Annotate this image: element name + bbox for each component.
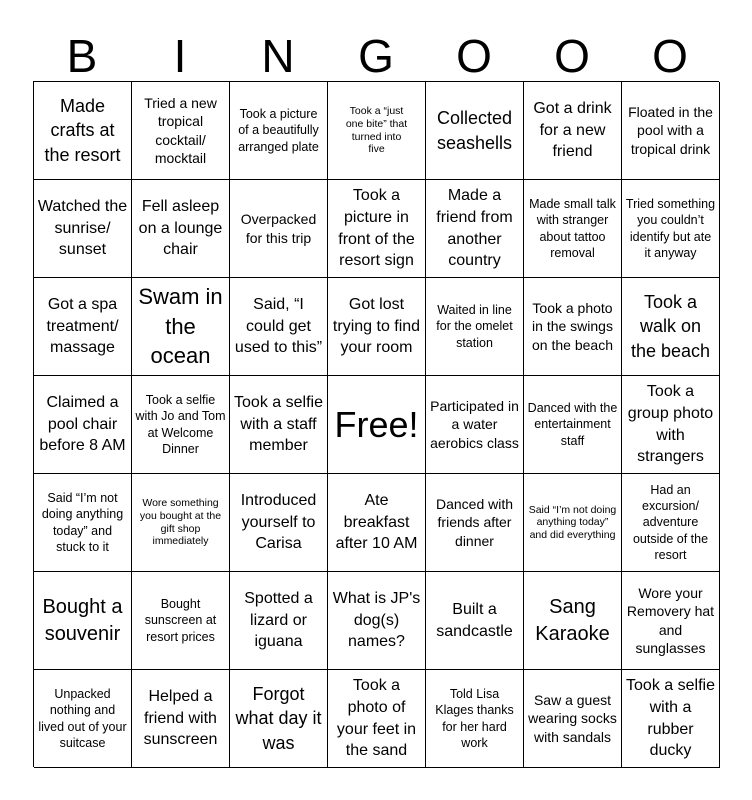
- cell-text: Danced with the entertainment staff: [527, 401, 618, 448]
- bingo-cell[interactable]: [230, 572, 328, 670]
- bingo-cell[interactable]: [132, 474, 230, 572]
- header-letter-g: G: [358, 30, 394, 82]
- bingo-cell[interactable]: [426, 670, 524, 768]
- cell-text: Introduced yourself to Carisa: [240, 492, 317, 553]
- cell-text: Saw a guest wearing socks with sandals: [528, 692, 617, 745]
- cell-text: Took a photo in the swings on the beach: [532, 300, 613, 353]
- cell-text: Ate breakfast after 10 AM: [335, 492, 418, 553]
- bingo-cell[interactable]: [524, 474, 622, 572]
- bingo-cell[interactable]: [328, 572, 426, 670]
- bingo-cell[interactable]: [230, 474, 328, 572]
- cell-text: Took a selfie with a staff member: [234, 394, 323, 455]
- bingo-cell[interactable]: [230, 278, 328, 376]
- cell-text: Tried something you couldn’t identify but ate it anyway: [625, 197, 716, 260]
- bingo-cell[interactable]: [622, 474, 720, 572]
- bingo-cell[interactable]: [132, 278, 230, 376]
- cell-text: Wore something you bought at the gift shop immediately: [139, 497, 222, 548]
- cell-text: Got a drink for a new friend: [533, 100, 612, 161]
- bingo-cell[interactable]: [34, 180, 132, 278]
- bingo-cell[interactable]: [34, 572, 132, 670]
- cell-text: Forgot what day it was: [235, 684, 322, 753]
- bingo-cell[interactable]: [230, 670, 328, 768]
- header-letter-o-1: O: [456, 30, 492, 82]
- cell-text: Told Lisa Klages thanks for her hard work: [435, 687, 514, 750]
- free-space[interactable]: [328, 376, 426, 474]
- cell-text: Took a picture in front of the resort sign: [338, 187, 415, 270]
- cell-text: Made a friend from another country: [436, 187, 513, 270]
- bingo-cell[interactable]: [426, 376, 524, 474]
- bingo-grid: [33, 81, 719, 767]
- bingo-cell[interactable]: [230, 376, 328, 474]
- cell-text: Made small talk with stranger about tattoo removal: [529, 197, 616, 260]
- cell-text: Collected seashells: [436, 108, 513, 153]
- cell-text: Said, “I could get used to this”: [234, 296, 323, 357]
- cell-text: Danced with friends after dinner: [435, 496, 514, 549]
- cell-text: Bought a souvenir: [42, 595, 123, 645]
- cell-text: Waited in line for the omelet station: [436, 303, 513, 350]
- header-letter-i: I: [173, 30, 187, 82]
- cell-text: Took a picture of a beautifully arranged plate: [238, 107, 319, 154]
- cell-text: Bought sunscreen at resort prices: [144, 597, 217, 644]
- cell-text: Participated in a water aerobics class: [430, 398, 519, 451]
- cell-text: Took a selfie with Jo and Tom at Welcome Dinner: [135, 393, 226, 456]
- free-space-text: Free!: [334, 403, 419, 445]
- bingo-cell[interactable]: [328, 474, 426, 572]
- cell-text: Got lost trying to find your room: [332, 296, 421, 357]
- cell-text: Watched the sunrise/ sunset: [37, 198, 128, 259]
- bingo-cell[interactable]: [328, 670, 426, 768]
- bingo-cell[interactable]: [230, 82, 328, 180]
- cell-text: Took a photo of your feet in the sand: [336, 677, 417, 760]
- bingo-cell[interactable]: [132, 82, 230, 180]
- bingo-cell[interactable]: [524, 82, 622, 180]
- cell-text: Overpacked for this trip: [240, 211, 317, 246]
- header-letter-b: B: [66, 30, 98, 82]
- cell-text: Helped a friend with sunscreen: [143, 688, 218, 749]
- bingo-cell[interactable]: [622, 572, 720, 670]
- cell-text: Spotted a lizard or iguana: [244, 590, 313, 651]
- cell-text: Sang Karaoke: [535, 595, 610, 645]
- bingo-cell[interactable]: [524, 180, 622, 278]
- bingo-cell[interactable]: [622, 670, 720, 768]
- cell-text: What is JP's dog(s) names?: [332, 590, 421, 651]
- bingo-cell[interactable]: [34, 670, 132, 768]
- bingo-cell[interactable]: [328, 278, 426, 376]
- bingo-cell[interactable]: [328, 180, 426, 278]
- bingo-cell[interactable]: [426, 278, 524, 376]
- bingo-cell[interactable]: [426, 474, 524, 572]
- cell-text: Unpacked nothing and lived out of your suitcase: [38, 687, 127, 750]
- bingo-cell[interactable]: [132, 180, 230, 278]
- header-letter-o-3: O: [652, 30, 688, 82]
- bingo-cell[interactable]: [622, 82, 720, 180]
- bingo-cell[interactable]: [34, 82, 132, 180]
- bingo-cell[interactable]: [328, 82, 426, 180]
- cell-text: Built a sandcastle: [436, 600, 513, 640]
- cell-text: Tried a new tropical cocktail/ mocktail: [144, 95, 217, 166]
- cell-text: Claimed a pool chair before 8 AM: [39, 394, 126, 455]
- bingo-cell[interactable]: [34, 474, 132, 572]
- cell-text: Swam in the ocean: [138, 283, 223, 369]
- bingo-cell[interactable]: [34, 278, 132, 376]
- bingo-cell[interactable]: [34, 376, 132, 474]
- cell-text: Wore your Removery hat and sunglasses: [626, 585, 715, 656]
- cell-text: Fell asleep on a lounge chair: [138, 198, 223, 259]
- bingo-cell[interactable]: [426, 82, 524, 180]
- bingo-cell[interactable]: [524, 278, 622, 376]
- bingo-header: [33, 30, 719, 82]
- bingo-cell[interactable]: [426, 180, 524, 278]
- header-letter-n: N: [261, 30, 295, 82]
- cell-text: Got a spa treatment/ massage: [46, 296, 119, 357]
- bingo-cell[interactable]: [524, 376, 622, 474]
- cell-text: Said “I’m not doing anything today” and did everything: [528, 503, 617, 541]
- bingo-cell[interactable]: [230, 180, 328, 278]
- bingo-cell[interactable]: [622, 180, 720, 278]
- bingo-cell[interactable]: [132, 572, 230, 670]
- cell-text: Took a walk on the beach: [630, 292, 711, 361]
- cell-text: Floated in the pool with a tropical drink: [628, 104, 713, 157]
- cell-text: Made crafts at the resort: [44, 96, 121, 165]
- header-letter-o-2: O: [554, 30, 590, 82]
- cell-text: Took a group photo with strangers: [627, 383, 714, 466]
- cell-text: Said “I’m not doing anything today” and stuck to it: [41, 491, 124, 554]
- bingo-cell[interactable]: [524, 572, 622, 670]
- cell-text: Took a “just one bite” that turned into five: [345, 105, 408, 156]
- bingo-cell[interactable]: [426, 572, 524, 670]
- cell-text: Had an excursion/ adventure outside of the resort: [632, 482, 709, 562]
- bingo-cell[interactable]: [524, 670, 622, 768]
- bingo-cell[interactable]: [132, 376, 230, 474]
- cell-text: Took a selfie with a rubber ducky: [626, 677, 715, 760]
- bingo-cell[interactable]: [622, 278, 720, 376]
- bingo-cell[interactable]: [622, 376, 720, 474]
- bingo-cell[interactable]: [132, 670, 230, 768]
